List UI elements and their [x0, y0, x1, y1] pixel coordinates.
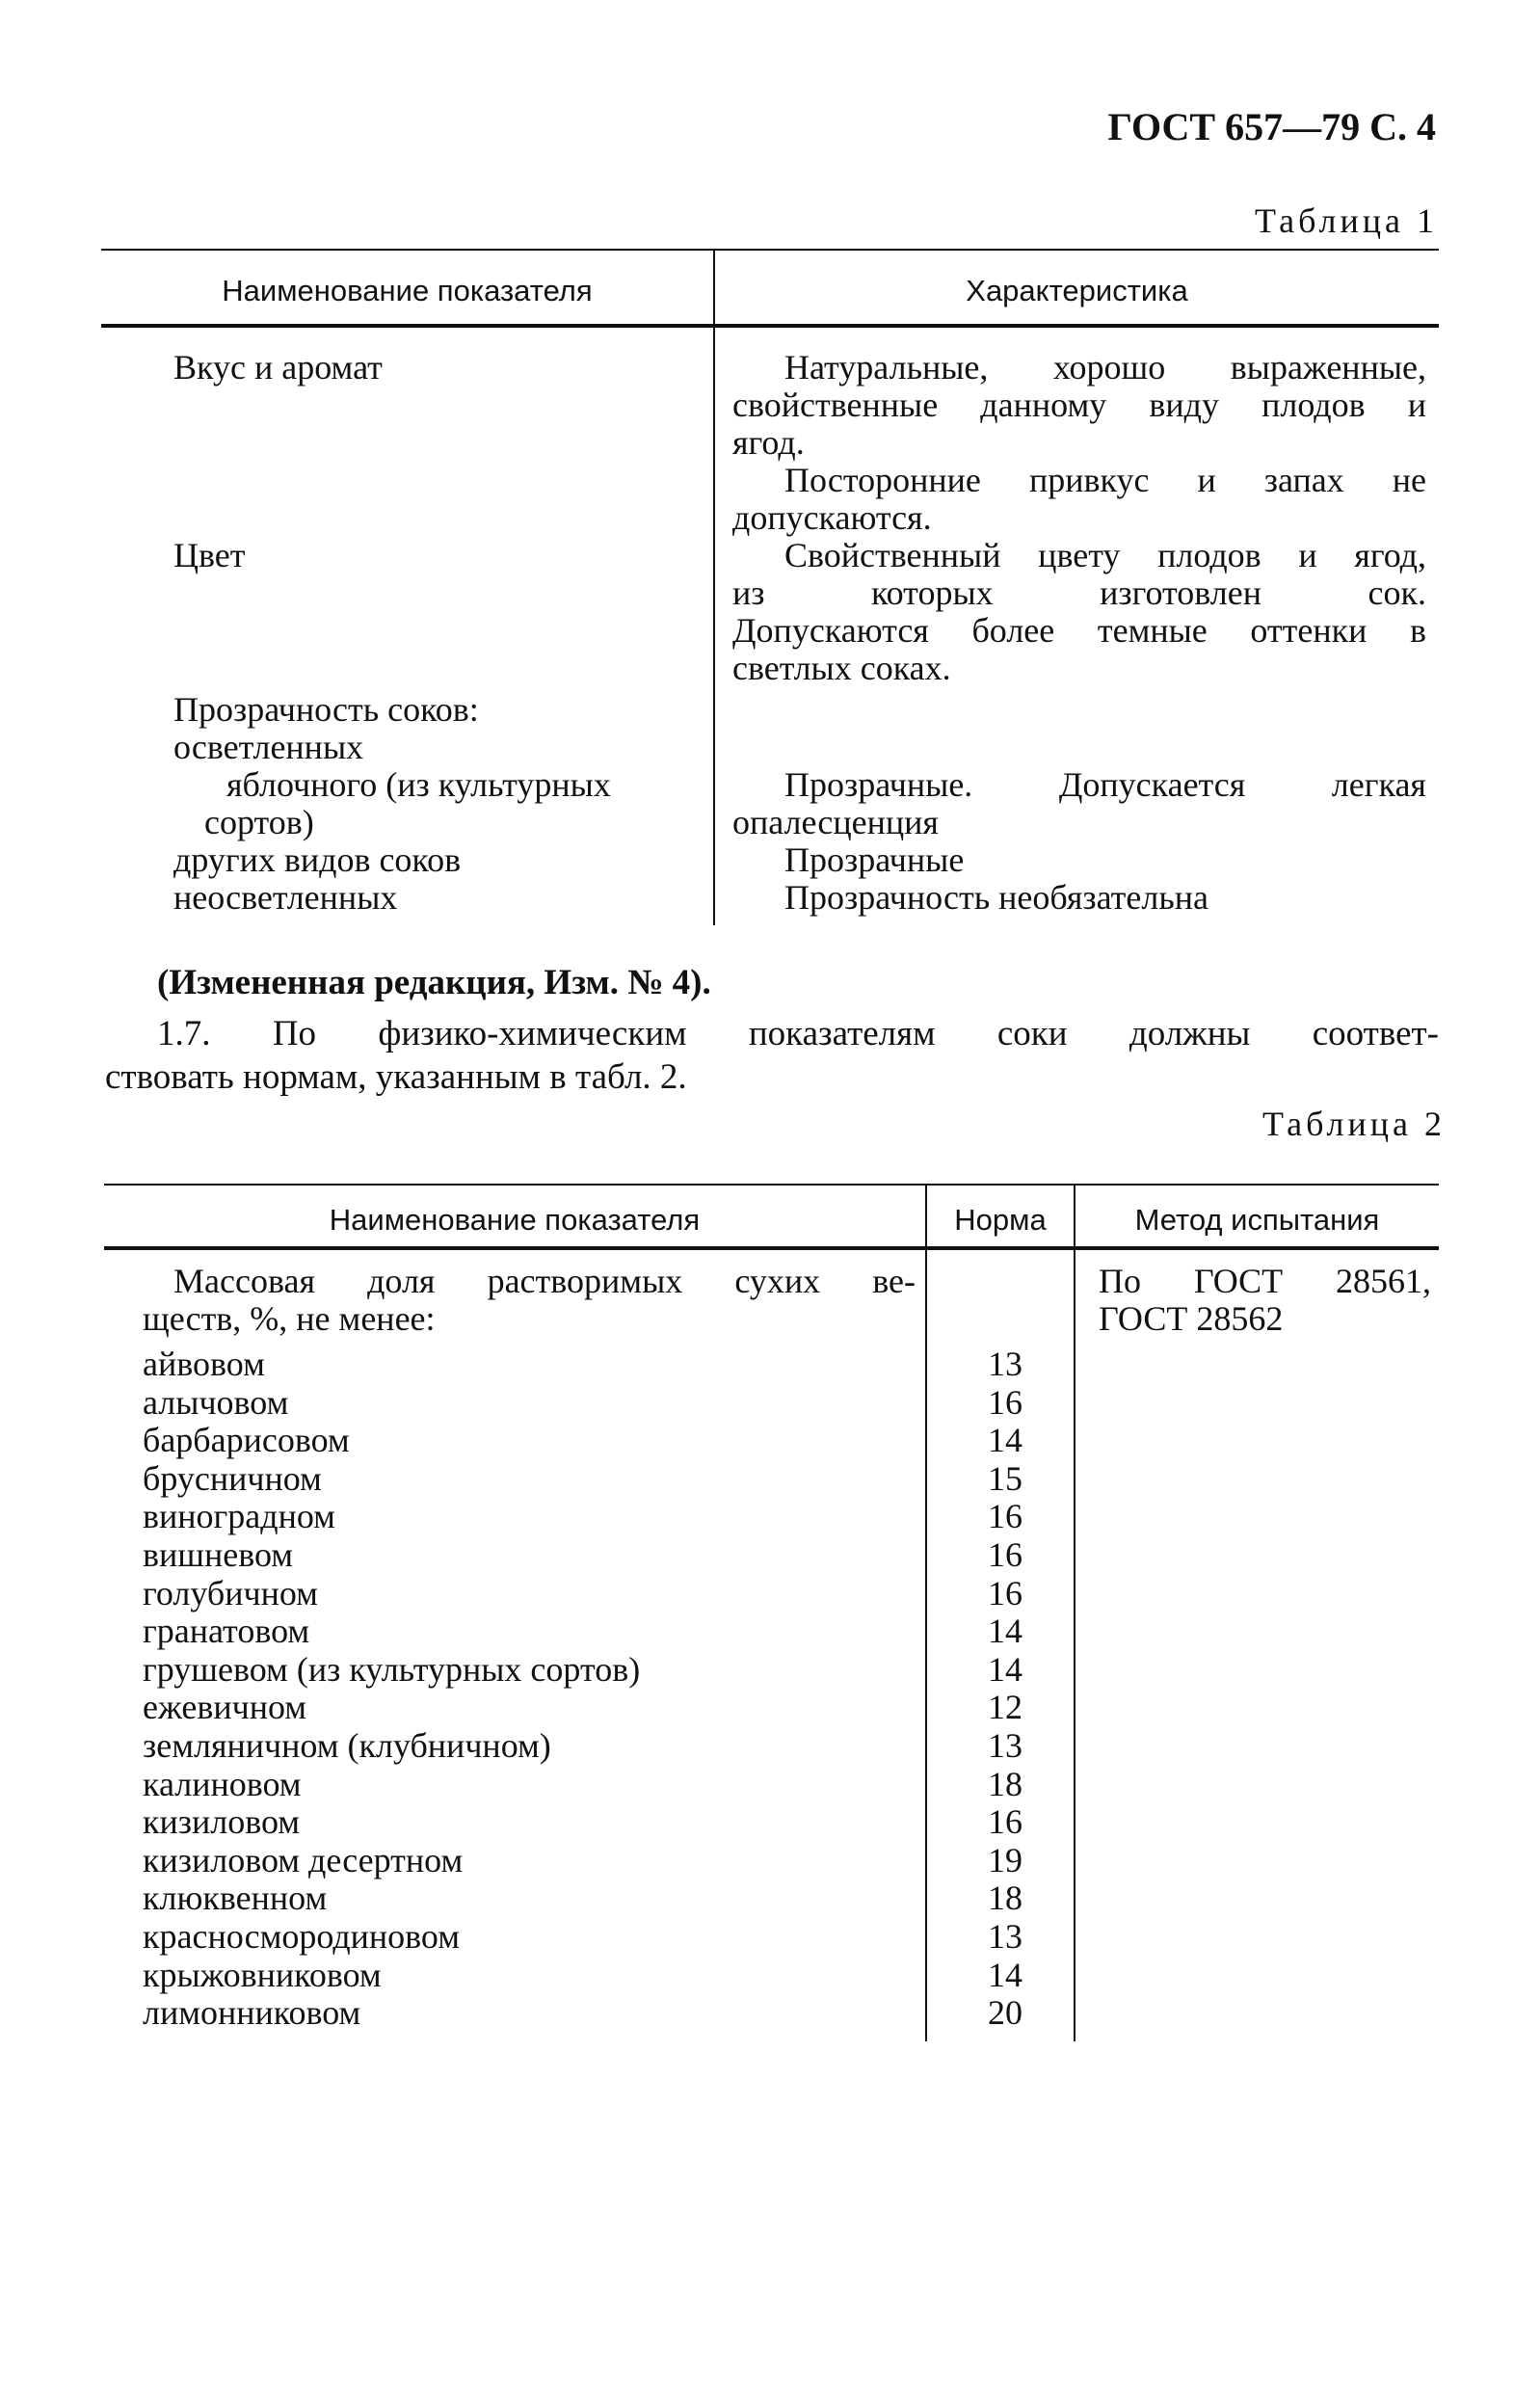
table-row-name: лимонниковом: [143, 1993, 361, 2033]
table2-header-rule: [104, 1246, 1439, 1250]
table-row-norm: 13: [988, 1345, 1022, 1383]
table2-caption: Таблица 2: [1262, 1105, 1446, 1143]
amendment-note: (Измененная редакция, Изм. № 4).: [157, 963, 711, 1002]
t1-taste-char-line4: Посторонние привкус и запах не: [784, 461, 1426, 499]
table-row-name: голубичном: [143, 1573, 318, 1613]
t1-color-name: Цвет: [173, 536, 246, 574]
t1-taste-name: Вкус и аромат: [173, 348, 383, 387]
table-row-name: кизиловом: [143, 1802, 301, 1842]
table2-divider-2: [1074, 1184, 1075, 2041]
table-row-name: земляничном (клубничном): [143, 1726, 551, 1765]
t1-taste-char-line5: допускаются.: [732, 498, 932, 537]
table-row-norm: 19: [988, 1840, 1022, 1879]
t1-color-char-line4: светлых соках.: [732, 649, 951, 687]
table-row-name: кизиловом десертном: [143, 1840, 464, 1879]
t2-intro-line2: ществ, %, не менее:: [143, 1299, 436, 1338]
table-row-norm: 14: [988, 1612, 1022, 1651]
table-row-name: барбарисовом: [143, 1421, 350, 1460]
table1-column-divider: [713, 249, 715, 925]
t2-method-line2: ГОСТ 28562: [1099, 1299, 1284, 1338]
table-row-norm: 16: [988, 1535, 1022, 1574]
t1-apple-name-line1: яблочного (из культурных: [226, 765, 611, 804]
table-row-norm: 15: [988, 1458, 1022, 1498]
table-row-name: красносмородиновом: [143, 1917, 461, 1956]
t1-clarified-name: осветленных: [173, 728, 364, 766]
table-row-norm: 16: [988, 1497, 1022, 1536]
t1-unclarified-char: Прозрачность необязательна: [784, 878, 1208, 917]
table-row-name: крыжовниковом: [143, 1955, 382, 1994]
table1-caption: Таблица 1: [1255, 201, 1438, 240]
t1-taste-char-line3: ягод.: [732, 423, 805, 462]
t1-color-char-line1: Свойственный цвету плодов и ягод,: [784, 536, 1426, 574]
table-row-name: ежевичном: [143, 1688, 307, 1727]
t1-color-char-line3: Допускаются более темные оттенки в: [732, 611, 1426, 650]
table2-header-name: Наименование показателя: [329, 1203, 701, 1237]
t1-color-char-line2: из которых изготовлен сок.: [732, 573, 1426, 612]
t1-taste-char-line2: свойственные данному виду плодов и: [732, 386, 1426, 424]
table-row-name: гранатовом: [143, 1612, 310, 1651]
table-row-name: грушевом (из культурных сортов): [143, 1649, 641, 1689]
table1-header-rule: [101, 324, 1439, 328]
para-1-7-line2: ствовать нормам, указанным в табл. 2.: [105, 1057, 687, 1097]
t1-apple-name-line2: сортов): [204, 803, 314, 841]
table-row-norm: 12: [988, 1688, 1022, 1727]
table-row-norm: 14: [988, 1421, 1022, 1460]
t1-other-name: других видов соков: [173, 840, 462, 879]
table-row-norm: 16: [988, 1573, 1022, 1613]
table-row-name: вишневом: [143, 1535, 294, 1574]
t2-method-line1: По ГОСТ 28561,: [1099, 1262, 1431, 1300]
table-row-name: виноградном: [143, 1497, 335, 1536]
table-row-name: алычовом: [143, 1382, 289, 1422]
para-1-7-line1: 1.7. По физико-химическим показателям соки должны соответ-: [157, 1014, 1439, 1053]
table1-header-name: Наименование показателя: [222, 274, 593, 307]
table-row-name: клюквенном: [143, 1879, 328, 1918]
t1-apple-char-line1: Прозрачные. Допускается легкая: [784, 765, 1426, 804]
table-row-norm: 16: [988, 1802, 1022, 1842]
t1-unclarified-name: неосветленных: [173, 878, 398, 917]
t1-clarity-name: Прозрачность соков:: [173, 690, 479, 729]
table1-top-rule: [101, 249, 1439, 251]
table-row-name: брусничном: [143, 1458, 322, 1498]
table2-divider-1: [925, 1184, 927, 2041]
table-row-norm: 18: [988, 1879, 1022, 1918]
table-row-name: калиновом: [143, 1764, 302, 1803]
table2-header-norm: Норма: [954, 1203, 1047, 1237]
t1-other-char: Прозрачные: [784, 840, 965, 879]
table2-top-rule: [104, 1184, 1439, 1186]
table-row-norm: 16: [988, 1382, 1022, 1422]
table-row-norm: 13: [988, 1726, 1022, 1765]
t2-intro-line1: Массовая доля растворимых сухих ве-: [173, 1262, 916, 1300]
table-row-norm: 14: [988, 1955, 1022, 1994]
page-header: ГОСТ 657—79 С. 4: [1107, 105, 1436, 148]
table-row-norm: 20: [988, 1993, 1022, 2033]
t1-apple-char-line2: опалесценция: [732, 803, 939, 841]
table-row-name: айвовом: [143, 1345, 265, 1383]
table-row-norm: 13: [988, 1917, 1022, 1956]
table2-header-method: Метод испытания: [1134, 1203, 1380, 1237]
table1-header-characteristic: Характеристика: [966, 274, 1188, 307]
table-row-norm: 14: [988, 1649, 1022, 1689]
table-row-norm: 18: [988, 1764, 1022, 1803]
t1-taste-char-line1: Натуральные, хорошо выраженные,: [784, 348, 1426, 387]
